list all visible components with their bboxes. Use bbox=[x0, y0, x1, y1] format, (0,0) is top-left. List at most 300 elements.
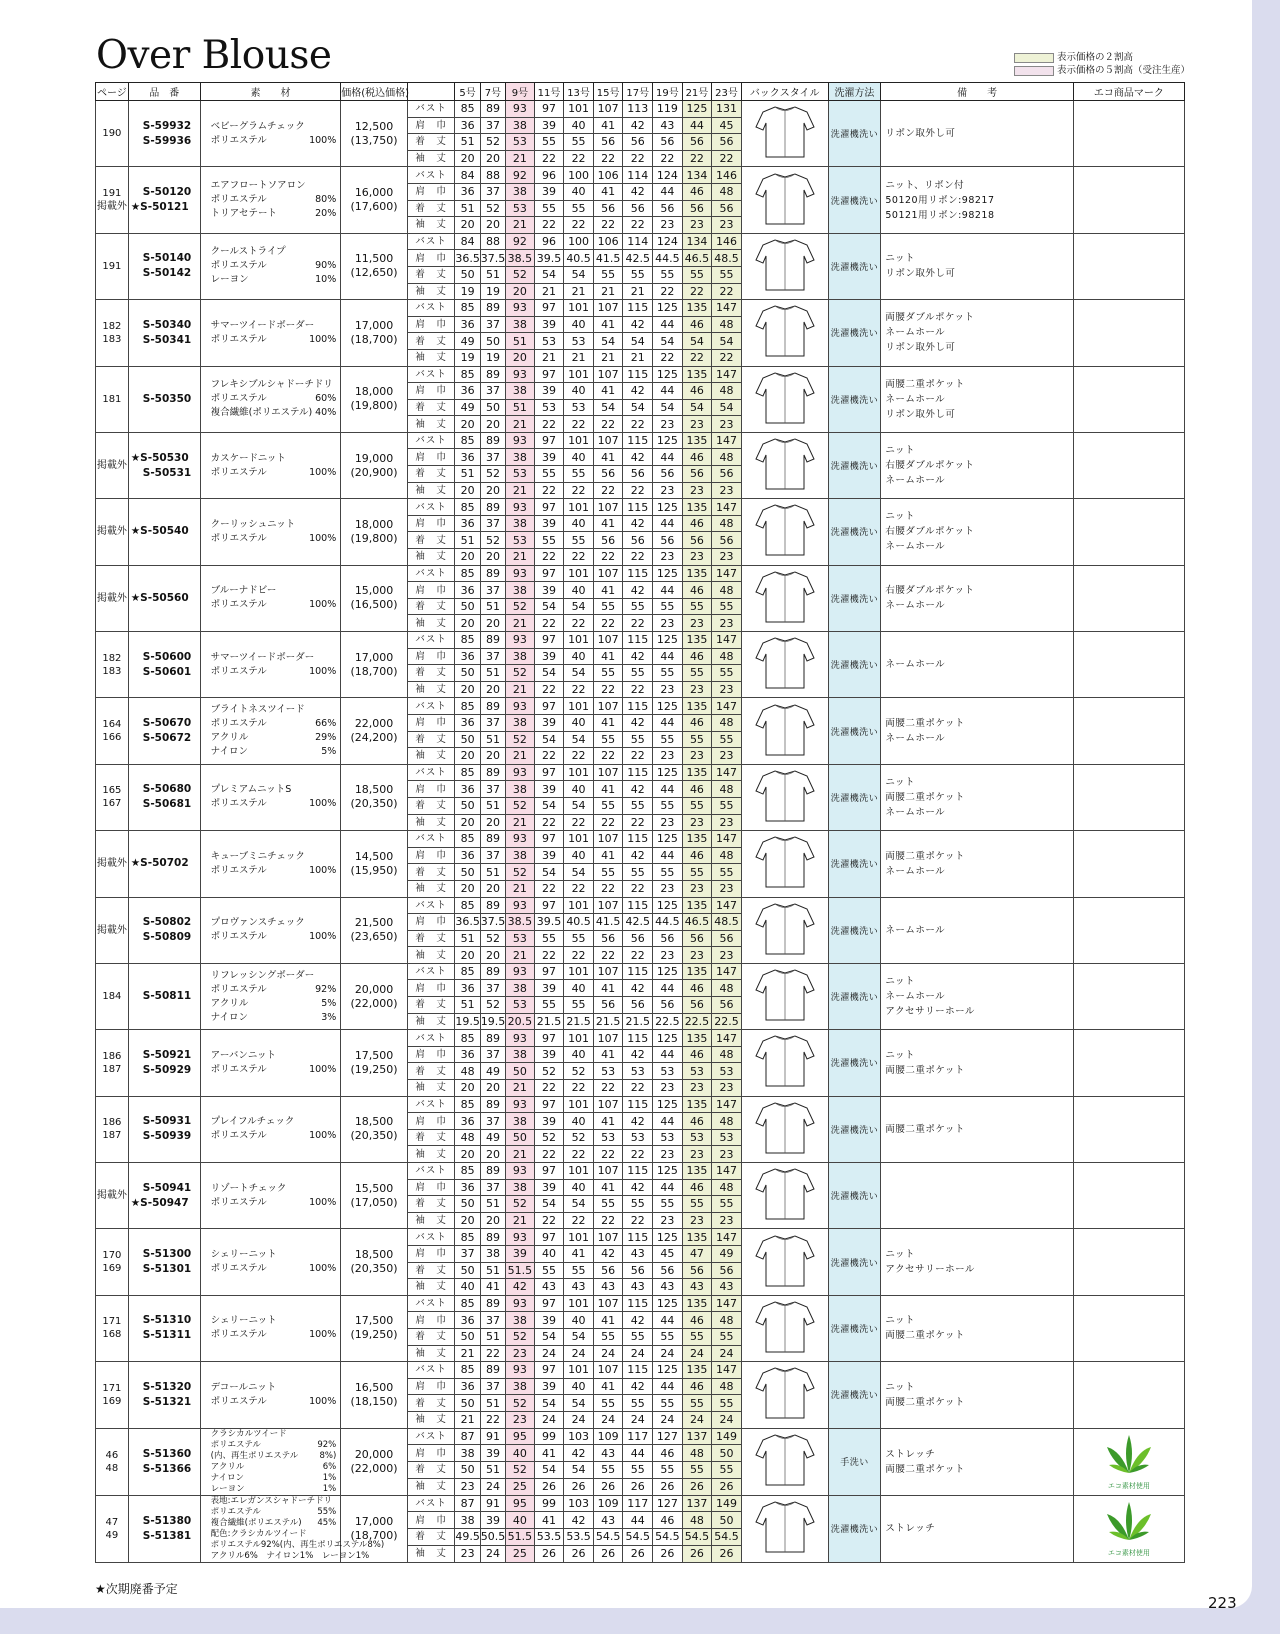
size-value: 52 bbox=[534, 1129, 564, 1146]
size-value: 95 bbox=[506, 1495, 535, 1512]
size-row-label: バスト bbox=[407, 1495, 455, 1512]
size-value: 21 bbox=[455, 1345, 480, 1362]
size-value: 53 bbox=[506, 997, 535, 1014]
size-value: 101 bbox=[564, 963, 594, 980]
page-ref: 182 bbox=[102, 320, 122, 332]
size-value: 54 bbox=[682, 333, 712, 350]
size-value: 21.5 bbox=[593, 1013, 623, 1030]
size-value: 40 bbox=[564, 781, 594, 798]
size-value: 147 bbox=[712, 1163, 742, 1180]
size-value: 106 bbox=[593, 233, 623, 250]
price-cell bbox=[341, 1096, 408, 1162]
table-row bbox=[96, 1163, 1185, 1180]
material-name: 複合繊維(ポリエステル) bbox=[210, 1517, 302, 1528]
size-value: 56 bbox=[653, 997, 683, 1014]
price: 20,000 bbox=[354, 982, 394, 996]
material-cell bbox=[200, 963, 341, 1029]
price-cell bbox=[341, 632, 408, 698]
product-item bbox=[96, 698, 1185, 764]
size-value: 54 bbox=[564, 1196, 594, 1213]
size-value: 125 bbox=[653, 565, 683, 582]
size-value: 23 bbox=[653, 748, 683, 765]
page-ref: 183 bbox=[102, 665, 122, 677]
size-value: 85 bbox=[455, 1295, 480, 1312]
size-value: 42 bbox=[623, 714, 653, 731]
page-ref-cell bbox=[96, 565, 129, 631]
size-value: 24 bbox=[480, 1478, 505, 1495]
size-value: 38 bbox=[506, 847, 535, 864]
eco-mark-cell bbox=[1073, 499, 1184, 565]
size-value: 44 bbox=[623, 1445, 653, 1462]
size-value: 89 bbox=[480, 1362, 505, 1379]
eco-mark-cell bbox=[1073, 432, 1184, 498]
size-value: 48 bbox=[712, 183, 742, 200]
page-ref: 46 bbox=[105, 1449, 119, 1461]
page-ref: 181 bbox=[102, 393, 122, 405]
size-row-label: バスト bbox=[407, 1163, 455, 1180]
size-row-label: バスト bbox=[407, 963, 455, 980]
price-cell bbox=[341, 897, 408, 963]
size-row-label: バスト bbox=[407, 764, 455, 781]
size-value: 85 bbox=[455, 632, 480, 649]
size-value: 38 bbox=[506, 515, 535, 532]
wash-method-cell: 洗濯機洗い bbox=[828, 698, 881, 764]
price: 18,500 bbox=[354, 1115, 394, 1129]
size-value: 56 bbox=[712, 930, 742, 947]
size-value: 54 bbox=[682, 399, 712, 416]
size-value: 48 bbox=[712, 515, 742, 532]
material-line bbox=[211, 1484, 341, 1495]
product-code: S-50670 bbox=[142, 717, 192, 730]
size-value: 36 bbox=[455, 714, 480, 731]
product-code: S-51300 bbox=[142, 1248, 192, 1261]
product-code: S-51380 bbox=[142, 1514, 192, 1527]
size-row-label: 袖 丈 bbox=[407, 1146, 455, 1163]
note-line: 両腰二重ポケット bbox=[885, 850, 965, 862]
size-value: 22 bbox=[534, 1212, 564, 1229]
size-value: 50 bbox=[506, 1063, 535, 1080]
page-ref-cell bbox=[96, 432, 129, 498]
size-value: 21 bbox=[506, 681, 535, 698]
size-value: 54 bbox=[534, 1395, 564, 1412]
price-with-tax: (20,350) bbox=[350, 1262, 398, 1276]
size-value: 41 bbox=[593, 781, 623, 798]
notes-cell bbox=[881, 300, 1073, 366]
size-value: 115 bbox=[623, 366, 653, 383]
size-row-label: 袖 丈 bbox=[407, 1345, 455, 1362]
size-value: 24 bbox=[534, 1345, 564, 1362]
size-value: 55 bbox=[564, 200, 594, 217]
size-value: 22 bbox=[623, 1212, 653, 1229]
size-value: 20 bbox=[455, 880, 480, 897]
note-line: リボン取外し可 bbox=[885, 268, 956, 280]
product-item bbox=[96, 1030, 1185, 1096]
size-value: 22 bbox=[534, 1080, 564, 1097]
size-value: 99 bbox=[534, 1428, 564, 1445]
notes-cell bbox=[881, 1096, 1073, 1162]
size-value: 42 bbox=[623, 1046, 653, 1063]
note-line: ストレッチ bbox=[885, 1523, 936, 1534]
size-row-label: 肩 巾 bbox=[407, 582, 455, 599]
page-ref-cell bbox=[96, 101, 129, 167]
size-value: 44 bbox=[653, 383, 683, 400]
size-value: 21 bbox=[506, 549, 535, 566]
size-row-label: バスト bbox=[407, 897, 455, 914]
material-percent: 92% bbox=[317, 1439, 337, 1450]
notes-cell bbox=[881, 1295, 1073, 1361]
price: 17,000 bbox=[354, 1514, 394, 1528]
size-value: 48 bbox=[712, 1179, 742, 1196]
size-row-label: 肩 巾 bbox=[407, 383, 455, 400]
column-header bbox=[407, 83, 455, 101]
eco-mark-cell bbox=[1073, 1030, 1184, 1096]
size-value: 56 bbox=[623, 134, 653, 151]
blouse-back-sketch bbox=[753, 236, 817, 294]
size-value: 19 bbox=[480, 349, 505, 366]
size-value: 22 bbox=[653, 150, 683, 167]
material-percent bbox=[336, 1496, 340, 1507]
size-value: 37 bbox=[480, 781, 505, 798]
eco-mark-cell bbox=[1073, 1096, 1184, 1162]
note-line: 右腰ダブルポケット bbox=[885, 460, 975, 472]
size-value: 46 bbox=[682, 316, 712, 333]
size-value: 23 bbox=[712, 1080, 742, 1097]
blouse-back-sketch bbox=[753, 1165, 817, 1223]
blouse-back-sketch bbox=[753, 1364, 817, 1422]
size-value: 56 bbox=[653, 134, 683, 151]
size-value: 55 bbox=[534, 466, 564, 483]
material-name: ポリエステル bbox=[210, 194, 267, 206]
size-value: 54 bbox=[564, 797, 594, 814]
note-line: ネームホール bbox=[885, 924, 946, 936]
size-value: 55 bbox=[682, 266, 712, 283]
size-row-label: バスト bbox=[407, 101, 455, 118]
size-value: 107 bbox=[593, 101, 623, 118]
size-value: 24 bbox=[653, 1411, 683, 1428]
size-value: 101 bbox=[564, 632, 594, 649]
size-value: 147 bbox=[712, 698, 742, 715]
size-value: 52 bbox=[506, 1395, 535, 1412]
product-code-cell bbox=[128, 764, 200, 830]
size-value: 147 bbox=[712, 963, 742, 980]
size-value: 40 bbox=[564, 582, 594, 599]
note-line: ネームホール bbox=[885, 475, 946, 487]
size-value: 21 bbox=[506, 217, 535, 234]
blouse-back-sketch bbox=[753, 767, 817, 825]
size-value: 37 bbox=[480, 648, 505, 665]
size-value: 39 bbox=[534, 1113, 564, 1130]
size-value: 85 bbox=[455, 499, 480, 516]
size-value: 115 bbox=[623, 1030, 653, 1047]
material-name: アクリル bbox=[210, 997, 249, 1009]
size-value: 50 bbox=[506, 1129, 535, 1146]
wash-method-cell: 洗濯機洗い bbox=[828, 764, 881, 830]
size-value: 55 bbox=[682, 1196, 712, 1213]
size-value: 51 bbox=[480, 598, 505, 615]
eco-mark-cell bbox=[1073, 1163, 1184, 1229]
size-value: 54 bbox=[712, 333, 742, 350]
size-value: 127 bbox=[653, 1495, 683, 1512]
size-value: 56 bbox=[682, 200, 712, 217]
size-value: 85 bbox=[455, 1030, 480, 1047]
price-cell bbox=[341, 300, 408, 366]
size-value: 40 bbox=[534, 1245, 564, 1262]
size-value: 37 bbox=[480, 847, 505, 864]
size-row-label: 袖 丈 bbox=[407, 217, 455, 234]
material-name: デコールニット bbox=[210, 1381, 277, 1393]
size-value: 115 bbox=[623, 300, 653, 317]
size-value: 56 bbox=[623, 1262, 653, 1279]
notes-cell bbox=[881, 101, 1073, 167]
size-value: 89 bbox=[480, 1030, 505, 1047]
table-row bbox=[96, 101, 1185, 118]
size-value: 22 bbox=[564, 416, 594, 433]
size-value: 24 bbox=[712, 1411, 742, 1428]
price-with-tax: (16,500) bbox=[350, 598, 398, 612]
size-value: 23 bbox=[682, 1212, 712, 1229]
size-value: 55 bbox=[712, 598, 742, 615]
size-value: 39.5 bbox=[534, 250, 564, 267]
size-value: 43 bbox=[682, 1279, 712, 1296]
page-ref: 187 bbox=[102, 1063, 122, 1075]
table-row bbox=[96, 499, 1185, 516]
product-code: S-50140 bbox=[142, 252, 192, 265]
size-value: 36 bbox=[455, 117, 480, 134]
size-value: 23 bbox=[653, 217, 683, 234]
plant-icon bbox=[1103, 1500, 1155, 1546]
notes-cell bbox=[881, 831, 1073, 897]
product-code: S-59932 bbox=[142, 119, 192, 132]
size-value: 46 bbox=[682, 714, 712, 731]
page-ref: 48 bbox=[105, 1462, 119, 1474]
size-value: 40 bbox=[564, 847, 594, 864]
price-with-tax: (17,600) bbox=[350, 200, 398, 214]
size-value: 42 bbox=[623, 1113, 653, 1130]
price-with-tax: (19,800) bbox=[350, 531, 398, 545]
size-value: 55 bbox=[653, 731, 683, 748]
size-value: 25 bbox=[506, 1478, 535, 1495]
note-line: 両腰ダブルポケット bbox=[885, 312, 975, 324]
material-percent bbox=[336, 651, 340, 665]
material-line bbox=[211, 1049, 341, 1063]
blouse-back-sketch bbox=[753, 302, 817, 360]
size-value: 22 bbox=[682, 150, 712, 167]
price-with-tax: (18,700) bbox=[350, 1528, 398, 1542]
size-value: 49 bbox=[455, 399, 480, 416]
material-percent: 10% bbox=[315, 274, 337, 286]
product-code-cell bbox=[128, 366, 200, 432]
size-value: 42 bbox=[623, 1312, 653, 1329]
size-value: 20 bbox=[480, 947, 505, 964]
column-header: 21号 bbox=[682, 83, 712, 101]
size-value: 93 bbox=[506, 698, 535, 715]
size-value: 50 bbox=[455, 1196, 480, 1213]
size-value: 117 bbox=[623, 1495, 653, 1512]
notes-cell bbox=[881, 963, 1073, 1029]
size-row-label: 着 丈 bbox=[407, 731, 455, 748]
note-line: ネームホール bbox=[885, 327, 946, 339]
size-value: 22 bbox=[564, 748, 594, 765]
size-value: 23 bbox=[682, 217, 712, 234]
size-row-label: 肩 巾 bbox=[407, 648, 455, 665]
legend-item-pink bbox=[1014, 65, 1190, 76]
size-value: 146 bbox=[712, 167, 742, 184]
size-value: 26 bbox=[564, 1478, 594, 1495]
size-value: 55 bbox=[623, 1328, 653, 1345]
column-header: 洗濯方法 bbox=[828, 83, 881, 101]
size-value: 109 bbox=[593, 1428, 623, 1445]
product-code: S-50531 bbox=[142, 466, 192, 479]
page-ref: 167 bbox=[102, 798, 122, 810]
size-value: 38 bbox=[455, 1512, 480, 1529]
size-value: 107 bbox=[593, 963, 623, 980]
column-header: 5号 bbox=[455, 83, 480, 101]
back-style-cell bbox=[741, 698, 828, 764]
size-value: 55 bbox=[682, 731, 712, 748]
size-value: 55 bbox=[653, 665, 683, 682]
table-row bbox=[96, 1428, 1185, 1445]
size-value: 52 bbox=[506, 1196, 535, 1213]
size-value: 147 bbox=[712, 1229, 742, 1246]
price-cell bbox=[341, 831, 408, 897]
size-value: 52 bbox=[506, 665, 535, 682]
material-line bbox=[211, 1381, 341, 1395]
size-value: 20 bbox=[455, 217, 480, 234]
material-line bbox=[211, 1395, 341, 1409]
size-row-label: バスト bbox=[407, 1030, 455, 1047]
product-code: S-50941 bbox=[142, 1181, 192, 1194]
page-ref: 47 bbox=[105, 1516, 119, 1528]
size-value: 56 bbox=[653, 1262, 683, 1279]
size-value: 23 bbox=[682, 615, 712, 632]
material-line bbox=[211, 930, 341, 944]
size-value: 46 bbox=[682, 449, 712, 466]
size-value: 54 bbox=[623, 333, 653, 350]
eco-mark-cell bbox=[1073, 233, 1184, 299]
size-value: 53 bbox=[534, 333, 564, 350]
material-line bbox=[211, 1328, 341, 1342]
size-value: 107 bbox=[593, 698, 623, 715]
size-value: 51 bbox=[480, 1395, 505, 1412]
size-value: 85 bbox=[455, 1362, 480, 1379]
size-value: 85 bbox=[455, 565, 480, 582]
size-value: 55 bbox=[593, 1328, 623, 1345]
size-value: 36 bbox=[455, 1312, 480, 1329]
material-line bbox=[211, 1182, 341, 1196]
size-value: 36 bbox=[455, 582, 480, 599]
size-value: 107 bbox=[593, 897, 623, 914]
product-code-cell bbox=[128, 167, 200, 233]
size-value: 52 bbox=[480, 134, 505, 151]
size-row-label: バスト bbox=[407, 499, 455, 516]
size-row-label: バスト bbox=[407, 1096, 455, 1113]
size-value: 22 bbox=[534, 549, 564, 566]
product-code: S-51381 bbox=[142, 1529, 192, 1542]
page-ref-cell bbox=[96, 1362, 129, 1428]
size-value: 46 bbox=[682, 1378, 712, 1395]
size-value: 44 bbox=[653, 1046, 683, 1063]
material-line bbox=[211, 518, 341, 532]
notes-cell bbox=[881, 1030, 1073, 1096]
size-value: 52 bbox=[506, 731, 535, 748]
size-value: 55 bbox=[653, 598, 683, 615]
size-value: 55 bbox=[534, 532, 564, 549]
size-value: 46 bbox=[682, 1179, 712, 1196]
size-value: 55 bbox=[712, 1462, 742, 1479]
size-value: 56 bbox=[682, 466, 712, 483]
size-value: 38 bbox=[506, 781, 535, 798]
size-value: 55 bbox=[593, 1462, 623, 1479]
note-line: ネームホール bbox=[885, 541, 946, 553]
back-style-cell bbox=[741, 1295, 828, 1361]
size-value: 115 bbox=[623, 1096, 653, 1113]
wash-method-cell: 洗濯機洗い bbox=[828, 167, 881, 233]
size-row-label: バスト bbox=[407, 366, 455, 383]
size-value: 26 bbox=[534, 1478, 564, 1495]
size-value: 23 bbox=[682, 1146, 712, 1163]
note-line: 50121用リボン:98218 bbox=[885, 209, 995, 221]
size-value: 46 bbox=[682, 1113, 712, 1130]
size-row-label: 肩 巾 bbox=[407, 847, 455, 864]
price-with-tax: (22,000) bbox=[350, 1461, 398, 1475]
size-value: 22.5 bbox=[653, 1013, 683, 1030]
material-line bbox=[211, 319, 341, 333]
size-value: 22 bbox=[593, 615, 623, 632]
material-name: ポリエステル bbox=[210, 718, 267, 730]
size-value: 40 bbox=[564, 1312, 594, 1329]
size-value: 42.5 bbox=[623, 250, 653, 267]
notes-cell bbox=[881, 897, 1073, 963]
size-value: 48.5 bbox=[712, 250, 742, 267]
size-value: 24 bbox=[623, 1411, 653, 1428]
size-value: 55 bbox=[712, 1328, 742, 1345]
size-value: 85 bbox=[455, 300, 480, 317]
size-value: 56 bbox=[593, 466, 623, 483]
size-value: 125 bbox=[653, 963, 683, 980]
page-ref: 191 bbox=[102, 188, 122, 200]
size-value: 55 bbox=[653, 864, 683, 881]
size-value: 93 bbox=[506, 764, 535, 781]
page-ref-cell bbox=[96, 1163, 129, 1229]
material-line bbox=[211, 120, 341, 134]
size-value: 22 bbox=[712, 150, 742, 167]
page-ref: 164 bbox=[102, 719, 122, 731]
material-percent bbox=[336, 1381, 340, 1395]
size-value: 55 bbox=[682, 864, 712, 881]
eco-mark-cell bbox=[1073, 366, 1184, 432]
size-value: 39 bbox=[534, 582, 564, 599]
size-value: 37 bbox=[455, 1245, 480, 1262]
size-value: 89 bbox=[480, 632, 505, 649]
eco-mark-cell bbox=[1073, 764, 1184, 830]
product-code-cell bbox=[128, 499, 200, 565]
size-value: 42 bbox=[593, 1245, 623, 1262]
size-value: 85 bbox=[455, 963, 480, 980]
material-percent bbox=[336, 245, 340, 259]
material-percent bbox=[336, 969, 340, 983]
size-value: 21 bbox=[534, 283, 564, 300]
notes-cell bbox=[881, 764, 1073, 830]
size-value: 56 bbox=[712, 532, 742, 549]
size-value: 107 bbox=[593, 1163, 623, 1180]
eco-mark-cell bbox=[1073, 897, 1184, 963]
table-row bbox=[96, 831, 1185, 848]
legend-label: 表示価格の５割高（受注生産） bbox=[1057, 65, 1191, 76]
price-cell bbox=[341, 764, 408, 830]
size-value: 21 bbox=[564, 349, 594, 366]
price-cell bbox=[341, 1163, 408, 1229]
size-value: 101 bbox=[564, 499, 594, 516]
